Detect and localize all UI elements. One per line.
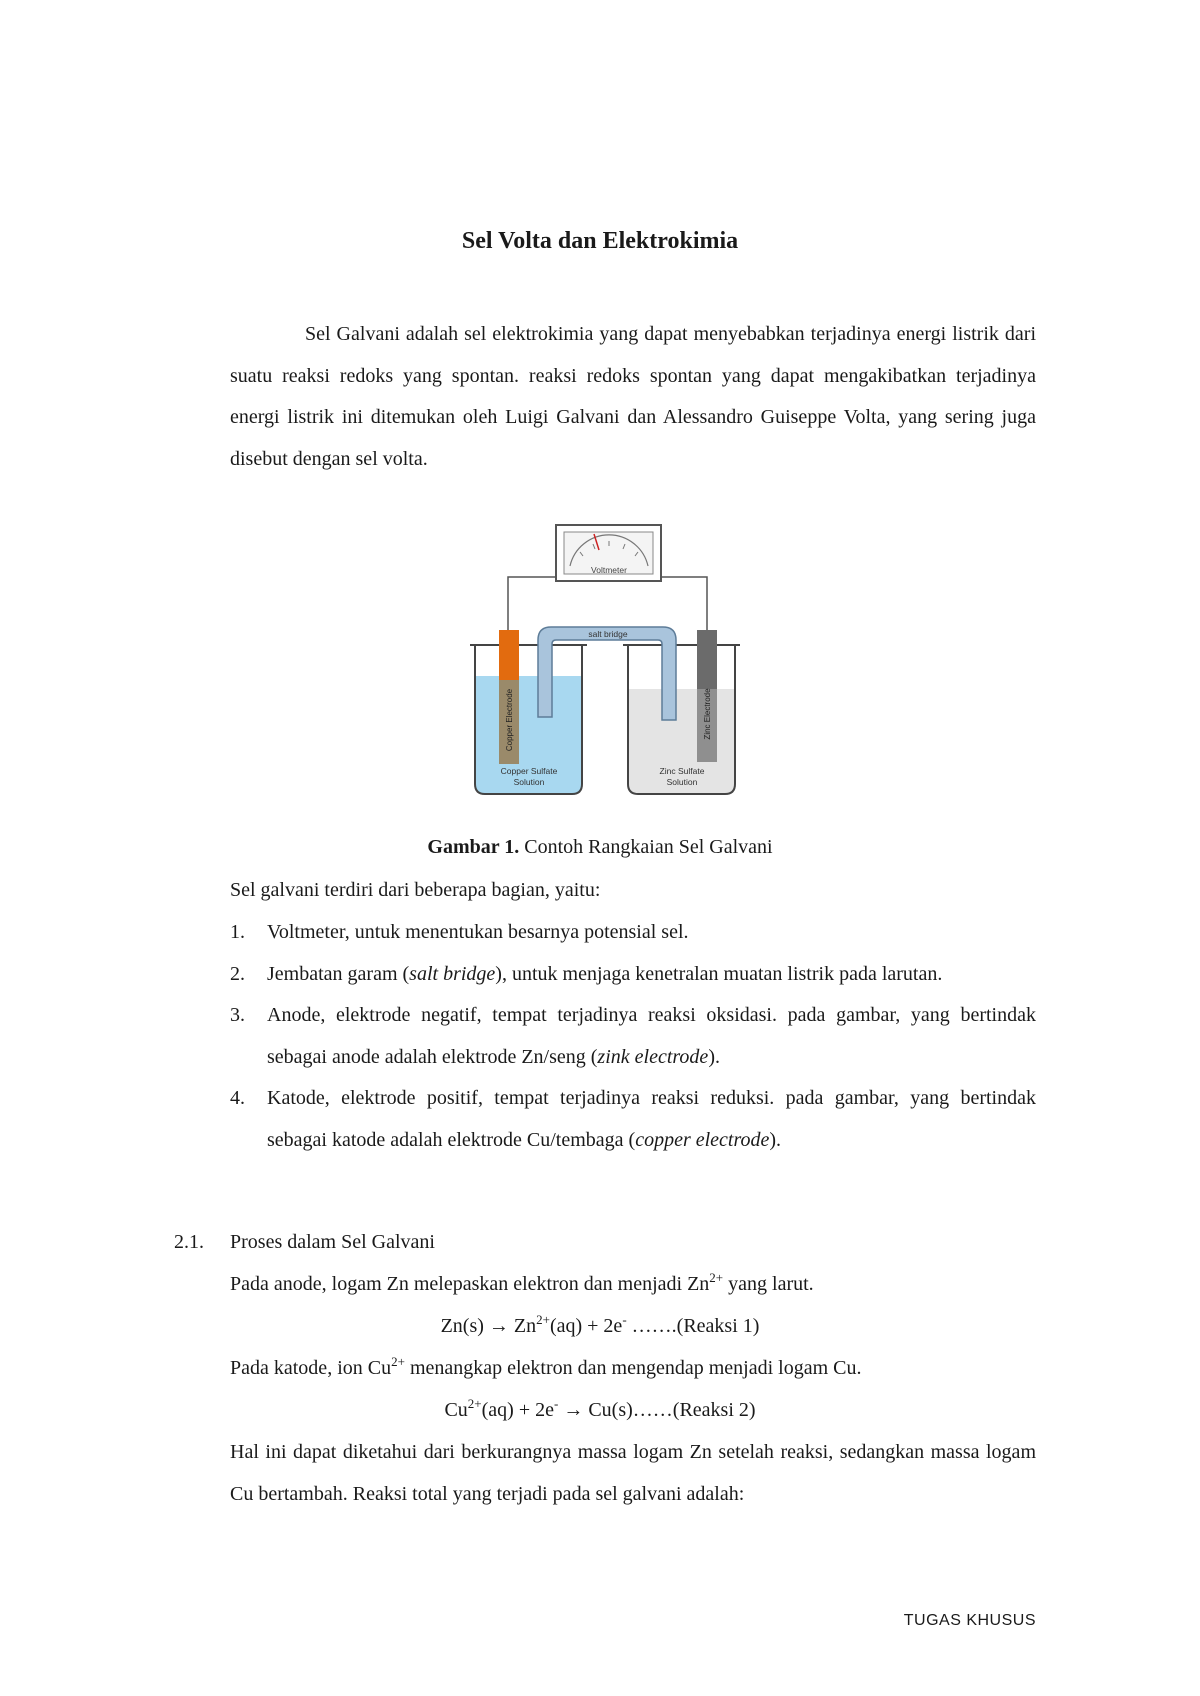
voltmeter-label: Voltmeter — [591, 565, 627, 575]
section-number: 2.1. — [174, 1231, 204, 1253]
list-item — [230, 995, 1036, 1078]
caption-text: Contoh Rangkaian Sel Galvani — [519, 836, 773, 858]
list-item — [230, 1078, 1036, 1161]
list-item-text: Anode, elektrode negatif, tempat terjadinya reaksi oksidasi. pada gambar, yang bertindak sebagai anode adalah elektrode Zn/seng (zink electrode). — [267, 1004, 1036, 1068]
anode-description: Pada anode, logam Zn melepaskan elektron dan menjadi $Zn^{2+}$ yang larut. — [230, 1270, 814, 1295]
parts-list — [230, 912, 1036, 1161]
copper-solution-label-1: Copper Sulfate — [500, 766, 558, 776]
zinc-solution-label-2: Solution — [666, 777, 698, 787]
intro-paragraph: Sel Galvani adalah sel elektrokimia yang dapat menyebabkan terjadinya energi listrik dari suatu reaksi redoks yang spontan. reaksi redoks spontan yang dapat mengakibatkan terjadinya energi listrik ini ditemukan oleh Luigi Galvani dan Alessandro Guiseppe Volta, yang sering juga disebut dengan sel volta. — [230, 323, 1036, 470]
zinc-solution-label-1: Zinc Sulfate — [659, 766, 705, 776]
list-item — [230, 912, 1036, 954]
italic-term: copper electrode — [635, 1128, 770, 1151]
section-heading: Proses dalam Sel Galvani — [230, 1231, 435, 1253]
reaction-1: $Zn(s) \to Zn^{2+}(aq) + 2e^-$ …….(Reaksi 1) — [440, 1312, 760, 1337]
list-item-number: 1. — [230, 921, 245, 943]
closing-paragraph: Hal ini dapat diketahui dari berkurangnya massa logam Zn setelah reaksi, sedangkan massa logam Cu bertambah. Reaksi total yang terjadi pada sel galvani adalah: — [230, 1441, 1036, 1505]
list-item-text: Katode, elektrode positif, tempat terjadinya reaksi reduksi. pada gambar, yang bertindak sebagai katode adalah elektrode Cu/tembaga (copper electrode). — [267, 1087, 1036, 1151]
list-item-number: 2. — [230, 962, 245, 985]
page-footer: TUGAS KHUSUS — [903, 1612, 1036, 1629]
parts-intro: Sel galvani terdiri dari beberapa bagian, yaitu: — [230, 879, 601, 901]
italic-term: zink electrode — [597, 1045, 709, 1068]
figure-caption — [0, 836, 1200, 859]
copper-electrode — [499, 630, 519, 680]
list-item-text: Voltmeter, untuk menentukan besarnya potensial sel. — [267, 921, 689, 943]
italic-term: salt bridge — [409, 962, 496, 985]
list-item-text: Jembatan garam (salt bridge), untuk menjaga kenetralan muatan listrik pada larutan. — [267, 962, 943, 985]
caption-label: Gambar 1. — [427, 836, 520, 858]
list-item — [230, 954, 1036, 996]
copper-electrode-label: Copper Electrode — [505, 688, 514, 752]
list-item-number: 3. — [230, 1004, 245, 1026]
zinc-electrode-label: Zinc Electrode — [703, 688, 712, 740]
list-item-number: 4. — [230, 1087, 245, 1109]
galvanic-cell-figure — [460, 522, 760, 822]
reaction-2: $Cu^{2+}(aq) + 2e^-$ → Cu(s)……(Reaksi 2) — [444, 1396, 756, 1421]
copper-solution-label-2: Solution — [513, 777, 545, 787]
page-title: Sel Volta dan Elektrokimia — [461, 228, 739, 254]
salt-bridge-label: salt bridge — [588, 629, 628, 639]
cathode-description: Pada katode, ion $Cu^{2+}$ menangkap elektron dan mengendap menjadi logam Cu. — [230, 1354, 862, 1379]
